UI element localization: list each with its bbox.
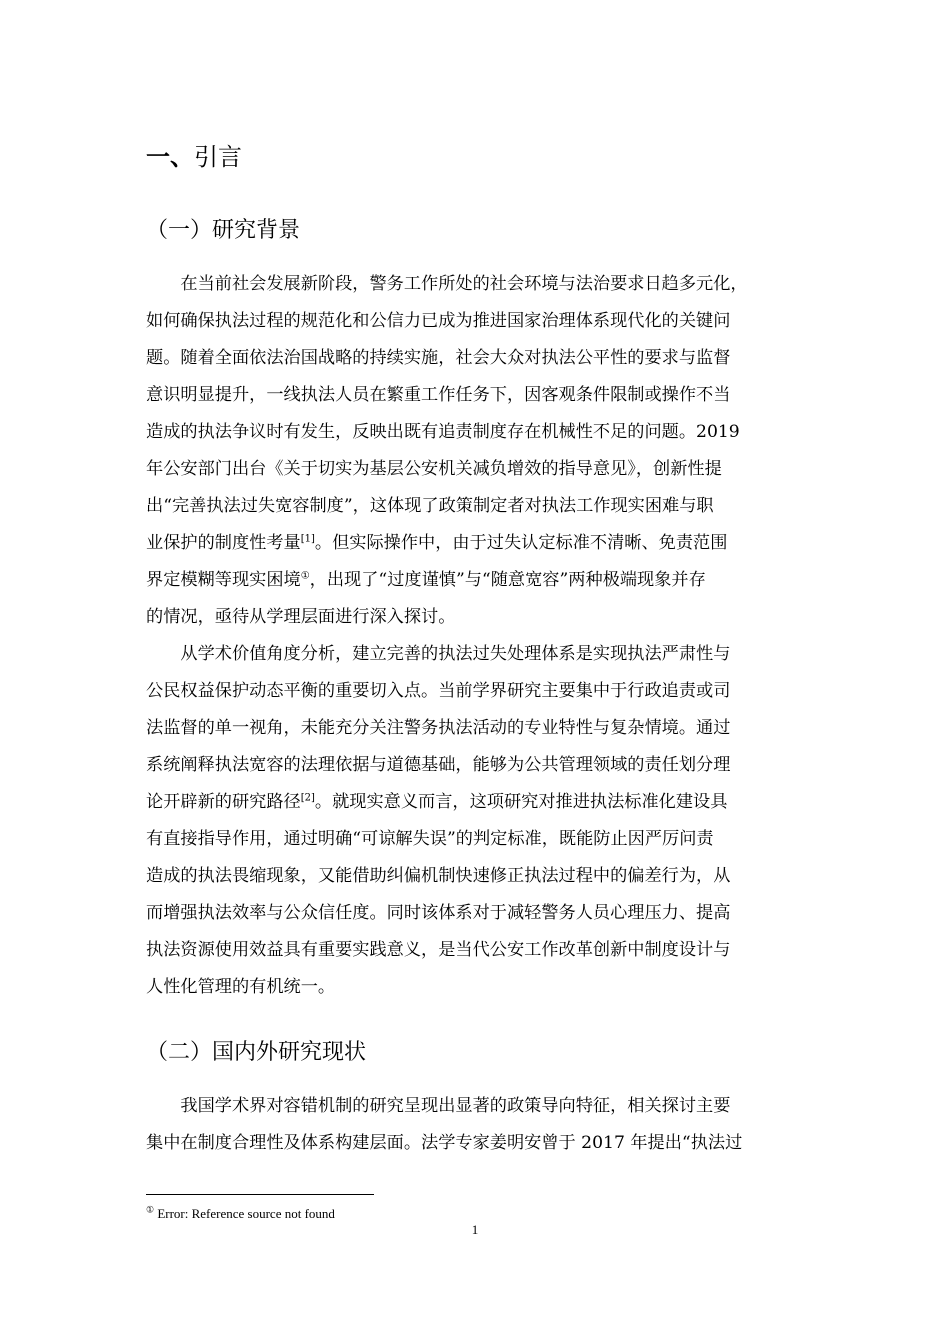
text-line: 造成的执法争议时有发生，反映出既有追责制度存在机械性不足的问题。2019 [146,422,740,442]
text-segment: 。但实际操作中，由于过失认定标准不清晰、免责范围 [314,533,728,553]
footnote-separator [146,1194,374,1195]
paragraph-research-status-1 [146,1088,808,1162]
citation-ref[interactable]: [1] [300,533,315,545]
text-line: 题。随着全面依法治国战略的持续实施，社会大众对执法公平性的要求与监督 [146,348,731,368]
citation-ref[interactable]: [2] [300,792,315,804]
page-number: 1 [471,1222,479,1237]
text-segment: ，出现了“过度谨慎”与“随意宽容”两种极端现象并存 [309,570,706,590]
text-line: 法监督的单一视角，未能充分关注警务执法活动的专业特性与复杂情境。通过 [146,718,731,738]
section-title: 引言 [194,143,242,171]
text-line [146,562,808,599]
text-line: 而增强执法效率与公众信任度。同时该体系对于减轻警务人员心理压力、提高 [146,903,731,923]
text-line: 我国学术界对容错机制的研究呈现出显著的政策导向特征，相关探讨主要 [146,1096,731,1116]
text-segment: 。就现实意义而言，这项研究对推进执法标准化建设具 [314,792,728,812]
text-line: 年公安部门出台《关于切实为基层公安机关减负增效的指导意见》，创新性提 [146,459,722,479]
text-line [146,784,808,821]
text-line: 意识明显提升，一线执法人员在繁重工作任务下，因客观条件限制或操作不当 [146,385,731,405]
text-line: 如何确保执法过程的规范化和公信力已成为推进国家治理体系现代化的关键问 [146,311,731,331]
text-line: 有直接指导作用，通过明确“可谅解失误”的判定标准，既能防止因严厉问责 [146,829,714,849]
text-line [146,525,808,562]
text-line: 系统阐释执法宽容的法理依据与道德基础，能够为公共管理领域的责任划分理 [146,755,731,775]
text-line: 的情况，亟待从学理层面进行深入探讨。 [146,607,456,627]
text-segment: 业保护的制度性考量 [146,533,301,553]
section-number: 一、 [146,143,194,171]
text-line: 公民权益保护动态平衡的重要切入点。当前学界研究主要集中于行政追责或司 [146,681,731,701]
text-segment: 论开辟新的研究路径 [146,792,301,812]
section-heading-introduction [146,140,242,174]
text-line: 出“完善执法过失宽容制度”，这体现了政策制定者对执法工作现实困难与职 [146,496,714,516]
footnote [146,1206,335,1222]
text-line: 人性化管理的有机统一。 [146,977,336,997]
text-line: 从学术价值角度分析，建立完善的执法过失处理体系是实现执法严肃性与 [146,644,731,664]
footnote-ref[interactable]: ① [300,570,310,582]
text-line: 在当前社会发展新阶段，警务工作所处的社会环境与法治要求日趋多元化， [146,274,748,294]
paragraph-background-2 [146,636,808,1006]
subsection-heading-research-status: （二）国内外研究现状 [146,1040,367,1065]
footnote-mark: ① [146,1204,155,1215]
paragraph-background-1 [146,266,808,636]
subsection-heading-background: （一）研究背景 [146,218,301,243]
footnote-text: Error: Reference source not found [154,1206,335,1221]
text-line: 集中在制度合理性及体系构建层面。法学专家姜明安曾于 2017 年提出“执法过 [146,1133,743,1153]
text-line: 造成的执法畏缩现象，又能借助纠偏机制快速修正执法过程中的偏差行为，从 [146,866,731,886]
text-segment: 界定模糊等现实困境 [146,570,301,590]
text-line: 执法资源使用效益具有重要实践意义，是当代公安工作改革创新中制度设计与 [146,940,731,960]
